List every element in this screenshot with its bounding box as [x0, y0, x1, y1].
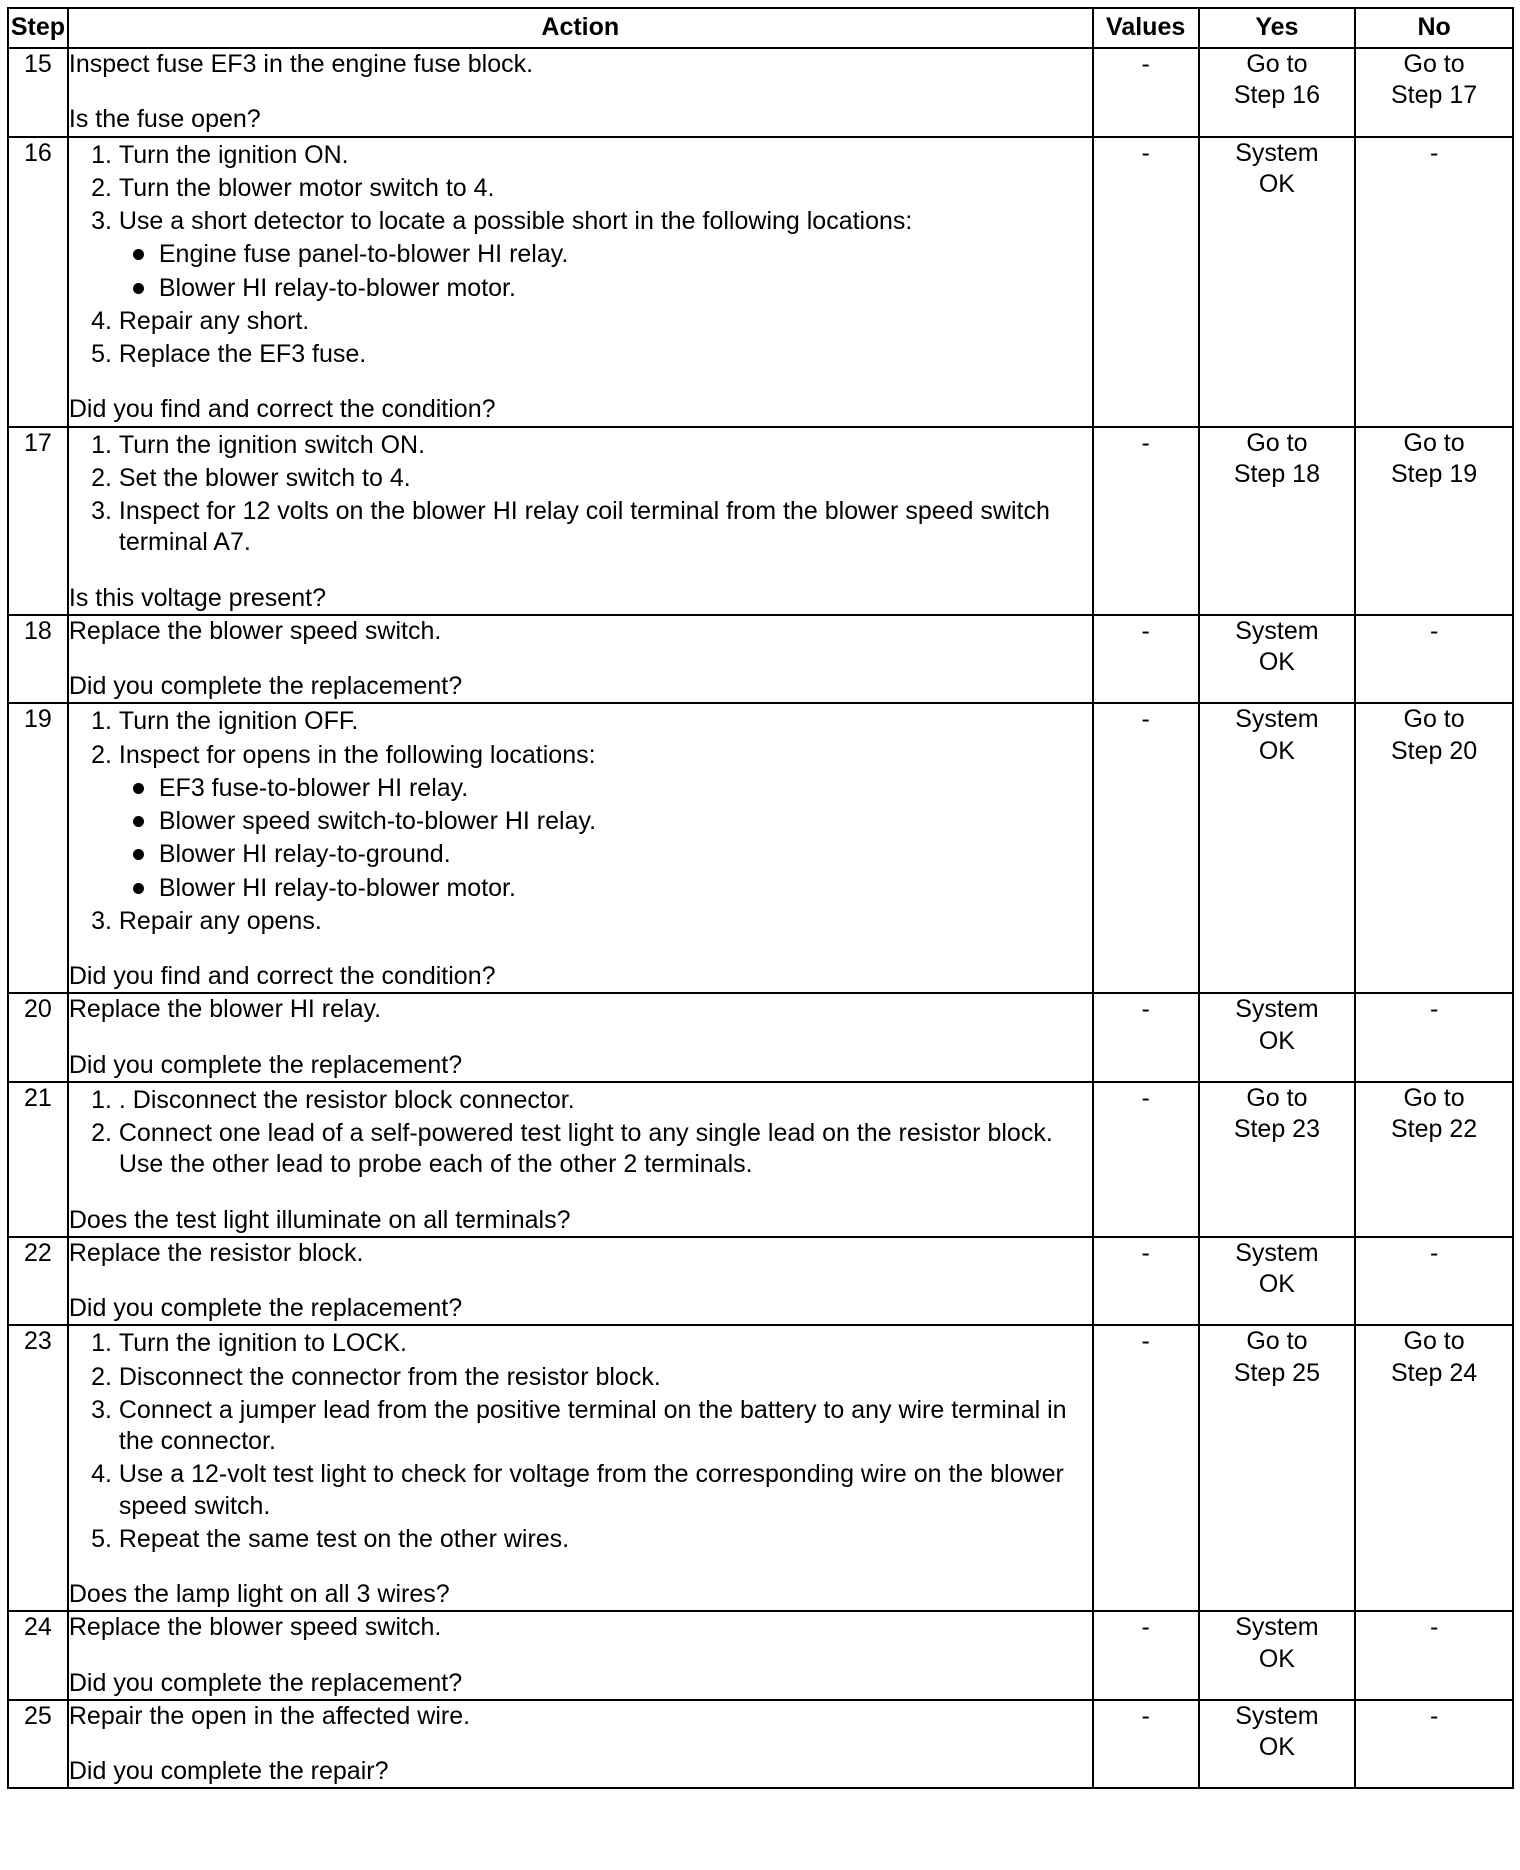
procedure-item: [119, 173, 1092, 204]
action-question: Did you find and correct the condition?: [68, 395, 496, 424]
yes-result-line: OK: [1258, 648, 1295, 676]
yes-result-line: System: [1235, 1613, 1319, 1642]
procedure-item-text: Disconnect the connector from the resistor block.: [118, 1362, 661, 1391]
procedure-item-text: Connect one lead of a self-powered test light to any single lead on the resistor block. Use the other lead to probe each of the other 2 terminals.: [118, 1119, 1053, 1179]
action-question: Is the fuse open?: [68, 105, 261, 134]
procedure-item: [119, 706, 1092, 737]
no-result-cell: [1355, 1237, 1513, 1326]
action-cell: [68, 1700, 1093, 1789]
action-cell: [68, 1237, 1093, 1326]
step-number: 21: [8, 1082, 68, 1237]
yes-result-line: System: [1235, 138, 1319, 167]
table-body: [8, 48, 1513, 1788]
no-result-line: Step 24: [1391, 1358, 1478, 1387]
step-number: 18: [8, 615, 68, 704]
yes-result-cell: [1199, 48, 1356, 137]
no-result-cell: [1355, 1082, 1513, 1237]
yes-result-cell: [1199, 993, 1356, 1082]
procedure-item-text: Turn the blower motor switch to 4.: [118, 173, 495, 202]
procedure-item: [119, 1459, 1092, 1522]
yes-result-line: OK: [1258, 1026, 1295, 1055]
action-question: Does the test light illuminate on all terminals?: [68, 1205, 571, 1234]
procedure-item-text: Use a 12-volt test light to check for voltage from the corresponding wire on the blower speed switch.: [118, 1460, 1064, 1520]
procedure-item: [119, 1524, 1092, 1555]
procedure-item: [119, 463, 1092, 494]
procedure-item: [119, 306, 1092, 337]
yes-result-line: Go to: [1246, 1083, 1308, 1112]
procedure-item: [119, 740, 1092, 904]
action-instruction: Replace the blower speed switch.: [68, 1613, 442, 1642]
yes-result-line: OK: [1258, 169, 1295, 198]
procedure-item: [119, 906, 1092, 937]
no-result-cell: [1355, 993, 1513, 1082]
procedure-item-text: . Disconnect the resistor block connector.: [118, 1085, 575, 1114]
table-row: [8, 48, 1513, 137]
yes-result-line: System: [1235, 995, 1319, 1024]
location-item: EF3 fuse-to-blower HI relay.: [159, 773, 1092, 804]
action-question: Did you complete the replacement?: [68, 672, 463, 700]
no-result-line: -: [1429, 1701, 1439, 1730]
values-cell: -: [1093, 993, 1199, 1082]
step-number: 24: [8, 1611, 68, 1700]
header-values: Values: [1093, 8, 1199, 48]
values-cell: -: [1093, 1237, 1199, 1326]
procedure-list: [69, 430, 1092, 559]
header-row: [8, 8, 1513, 48]
values-cell: -: [1093, 615, 1199, 704]
location-item: Blower HI relay-to-ground.: [159, 839, 1092, 870]
header-yes: Yes: [1199, 8, 1356, 48]
action-question: Did you complete the replacement?: [68, 1050, 463, 1079]
yes-result-cell: [1199, 1325, 1356, 1611]
yes-result-line: System: [1235, 1701, 1319, 1730]
table-row: [8, 993, 1513, 1082]
procedure-list: [69, 706, 1092, 937]
yes-result-cell: [1199, 1700, 1356, 1789]
procedure-item-text: Turn the ignition switch ON.: [118, 430, 426, 459]
no-result-cell: [1355, 1611, 1513, 1700]
action-instruction: Replace the blower HI relay.: [68, 995, 382, 1024]
procedure-item-text: Repeat the same test on the other wires.: [118, 1524, 570, 1553]
table-row: [8, 1237, 1513, 1326]
no-result-line: -: [1429, 1613, 1439, 1642]
values-cell: -: [1093, 1700, 1199, 1789]
no-result-cell: [1355, 427, 1513, 615]
procedure-item: [119, 140, 1092, 171]
yes-result-line: Step 25: [1233, 1358, 1320, 1387]
procedure-item: [119, 206, 1092, 304]
table-row: [8, 703, 1513, 993]
action-cell: [68, 1082, 1093, 1237]
no-result-cell: [1355, 48, 1513, 137]
no-result-line: Go to: [1403, 1083, 1465, 1112]
yes-result-line: Go to: [1246, 1327, 1308, 1356]
yes-result-cell: [1199, 1082, 1356, 1237]
no-result-line: Step 19: [1391, 459, 1478, 488]
action-instruction: Repair the open in the affected wire.: [68, 1701, 471, 1730]
no-result-line: Go to: [1403, 705, 1465, 734]
procedure-list: [69, 1085, 1092, 1181]
yes-result-line: Go to: [1246, 50, 1308, 78]
action-cell: [68, 703, 1093, 993]
header-step: Step: [8, 8, 68, 48]
step-number: 22: [8, 1237, 68, 1326]
yes-result-line: Step 16: [1233, 81, 1320, 110]
table-row: [8, 1325, 1513, 1611]
step-number: 16: [8, 137, 68, 427]
step-number: 20: [8, 993, 68, 1082]
header-no: No: [1355, 8, 1513, 48]
procedure-item: [119, 430, 1092, 461]
diagnostic-table: [7, 7, 1514, 1789]
no-result-line: Go to: [1403, 1327, 1465, 1356]
no-result-line: Go to: [1403, 50, 1465, 78]
action-question: Does the lamp light on all 3 wires?: [68, 1580, 450, 1608]
no-result-line: Step 22: [1391, 1115, 1478, 1143]
yes-result-line: System: [1235, 1238, 1319, 1267]
step-number: 23: [8, 1325, 68, 1611]
no-result-line: Go to: [1403, 428, 1465, 457]
no-result-line: Step 17: [1391, 81, 1478, 110]
header-action: Action: [68, 8, 1093, 48]
no-result-line: -: [1429, 616, 1439, 645]
procedure-item-text: Repair any opens.: [118, 906, 322, 935]
no-result-cell: [1355, 137, 1513, 427]
no-result-line: -: [1429, 1238, 1439, 1267]
no-result-cell: [1355, 703, 1513, 993]
yes-result-line: OK: [1258, 1733, 1295, 1761]
no-result-line: Step 20: [1391, 736, 1478, 765]
action-cell: [68, 1325, 1093, 1611]
action-question: Did you complete the replacement?: [68, 1668, 463, 1697]
step-number: 19: [8, 703, 68, 993]
yes-result-line: Step 18: [1233, 459, 1320, 488]
action-cell: [68, 1611, 1093, 1700]
procedure-item-text: Use a short detector to locate a possible short in the following locations:: [118, 207, 913, 235]
values-cell: -: [1093, 1082, 1199, 1237]
yes-result-line: Go to: [1246, 428, 1308, 457]
yes-result-line: OK: [1258, 1270, 1295, 1298]
location-item: Blower HI relay-to-blower motor.: [159, 873, 1092, 904]
procedure-item-text: Repair any short.: [118, 306, 310, 335]
step-number: 17: [8, 427, 68, 615]
action-instruction: Replace the blower speed switch.: [68, 616, 442, 645]
yes-result-cell: [1199, 615, 1356, 704]
no-result-cell: [1355, 615, 1513, 704]
yes-result-cell: [1199, 137, 1356, 427]
procedure-item: [119, 1085, 1092, 1116]
yes-result-line: OK: [1258, 736, 1295, 765]
yes-result-cell: [1199, 1611, 1356, 1700]
action-cell: [68, 137, 1093, 427]
location-item: Blower HI relay-to-blower motor.: [159, 273, 1092, 304]
table-row: [8, 1082, 1513, 1237]
yes-result-line: System: [1235, 616, 1319, 645]
values-cell: -: [1093, 1325, 1199, 1611]
action-cell: [68, 615, 1093, 704]
yes-result-line: Step 23: [1233, 1115, 1320, 1143]
action-question: Is this voltage present?: [68, 583, 326, 612]
procedure-item-text: Replace the EF3 fuse.: [118, 340, 367, 368]
action-instruction: Inspect fuse EF3 in the engine fuse block.: [68, 50, 534, 78]
values-cell: -: [1093, 1611, 1199, 1700]
procedure-item: [119, 1328, 1092, 1359]
no-result-line: -: [1429, 138, 1439, 167]
procedure-list: [69, 1328, 1092, 1555]
table-row: [8, 427, 1513, 615]
no-result-cell: [1355, 1700, 1513, 1789]
action-cell: [68, 427, 1093, 615]
action-question: Did you find and correct the condition?: [68, 962, 496, 990]
values-cell: -: [1093, 703, 1199, 993]
procedure-item-text: Turn the ignition to LOCK.: [118, 1329, 407, 1358]
location-item: Blower speed switch-to-blower HI relay.: [159, 806, 1092, 837]
procedure-item-text: Turn the ignition ON.: [118, 140, 349, 169]
step-number: 15: [8, 48, 68, 137]
location-list: [119, 239, 1092, 304]
yes-result-cell: [1199, 703, 1356, 993]
procedure-item: [119, 1118, 1092, 1181]
table-row: [8, 615, 1513, 704]
no-result-cell: [1355, 1325, 1513, 1611]
procedure-item-text: Inspect for opens in the following locations:: [118, 740, 596, 769]
procedure-item: [119, 339, 1092, 370]
action-cell: [68, 48, 1093, 137]
action-question: Did you complete the repair?: [68, 1757, 389, 1785]
action-instruction: Replace the resistor block.: [68, 1238, 364, 1267]
values-cell: -: [1093, 427, 1199, 615]
step-number: 25: [8, 1700, 68, 1789]
action-cell: [68, 993, 1093, 1082]
yes-result-cell: [1199, 1237, 1356, 1326]
procedure-item-text: Inspect for 12 volts on the blower HI relay coil terminal from the blower speed switch terminal A7.: [118, 497, 1050, 557]
action-question: Did you complete the replacement?: [68, 1294, 463, 1322]
values-cell: -: [1093, 48, 1199, 137]
values-cell: -: [1093, 137, 1199, 427]
procedure-item-text: Set the blower switch to 4.: [118, 463, 411, 492]
procedure-list: [69, 140, 1092, 371]
table-row: [8, 1611, 1513, 1700]
no-result-line: -: [1429, 995, 1439, 1024]
location-item: Engine fuse panel-to-blower HI relay.: [159, 239, 1092, 270]
procedure-item: [119, 1362, 1092, 1393]
yes-result-line: System: [1235, 705, 1319, 734]
yes-result-line: OK: [1258, 1644, 1295, 1673]
procedure-item: [119, 496, 1092, 559]
table-row: [8, 1700, 1513, 1789]
location-list: [119, 773, 1092, 904]
procedure-item-text: Connect a jumper lead from the positive terminal on the battery to any wire terminal in the connector.: [118, 1395, 1067, 1455]
yes-result-cell: [1199, 427, 1356, 615]
table-row: [8, 137, 1513, 427]
procedure-item-text: Turn the ignition OFF.: [118, 707, 359, 736]
procedure-item: [119, 1395, 1092, 1458]
